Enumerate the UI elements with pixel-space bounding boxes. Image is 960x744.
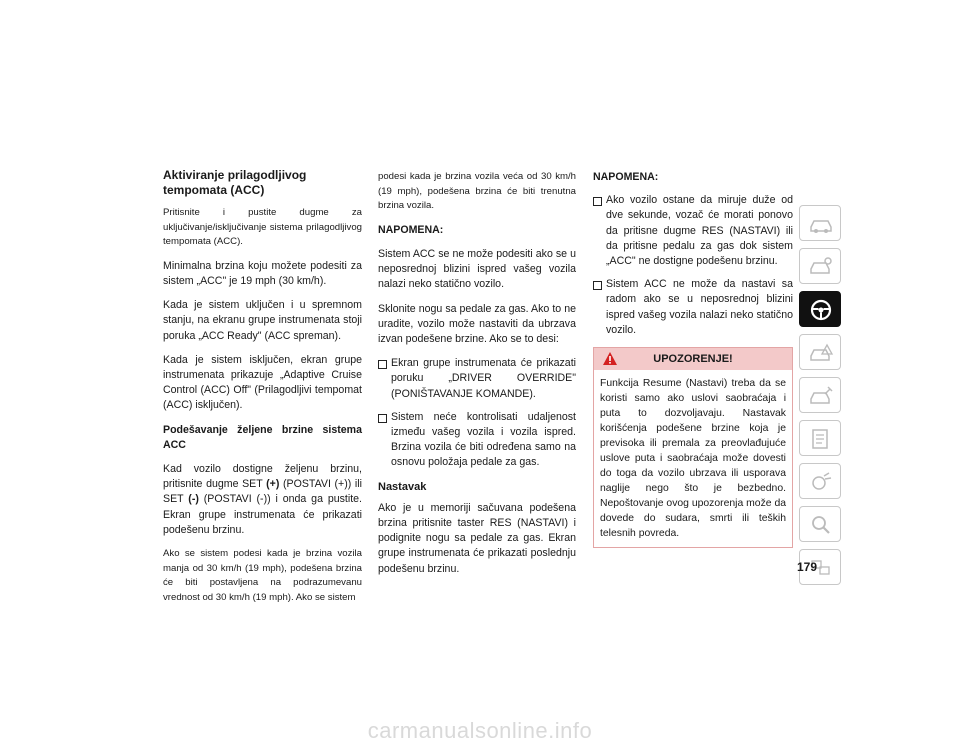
list-item [378, 410, 576, 471]
list-item [378, 356, 576, 402]
watermark: carmanualsonline.info [367, 718, 593, 743]
warning-title: UPOZORENJE! [653, 353, 733, 366]
square-bullet-icon [378, 360, 387, 369]
square-bullet-icon [378, 414, 387, 423]
bullet-list [593, 193, 793, 338]
list-item-text: Sistem ACC ne može da nastavi sa radom ako se u neposrednoj blizini ispred vašeg vozila nalazi neko statično vozilo. [606, 278, 793, 336]
paragraph: Minimalna brzina koju možete podesiti za sistem „ACC" je 19 mph (30 km/h). [163, 259, 362, 287]
paragraph: Pritisnite i pustite dugme za uključivanje/isključivanje sistema prilagodljivog tempomata (ACC). [163, 207, 362, 248]
tab-car-key[interactable] [799, 248, 841, 284]
warning-box [593, 347, 793, 548]
warning-header [594, 348, 792, 370]
paragraph: Kada je sistem isključen, ekran grupe instrumenata prikazuje „Adaptive Cruise Control (ACC) Off" (Prilagodljivi tempomat (ACC) isključen). [163, 353, 362, 412]
bullet-list [378, 356, 576, 470]
paragraph: podesi kada je brzina vozila veća od 30 km/h (19 mph), podešena brzina će biti trenutna brzina vozila. [378, 171, 576, 212]
paragraph: Ako je u memoriji sačuvana podešena brzina pritisnite taster RES (NASTAVI) i podignite nogu sa pedale za gas. Ekran grupe instrumenata će prikazati poslednju podešenu brzinu. [378, 501, 576, 575]
list-item-text: Ako vozilo ostane da miruje duže od dve sekunde, vozač će morati ponovo da pritisne dugme RES (NASTAVI) ili da pritisne pedalu za gas dok sistem „ACC" ne dostigne podešenu brzinu. [606, 194, 793, 268]
car-warning-icon [808, 341, 834, 365]
list-item-text: Ekran grupe instrumenata će prikazati poruku „DRIVER OVERRIDE" (PONIŠTAVANJE KOMANDE). [391, 357, 576, 400]
list-item [593, 193, 793, 269]
paragraph: Ako se sistem podesi kada je brzina vozila manja od 30 km/h (19 mph), podešena brzina će biti postavljena na podrazumevanu vrednost od 30 km/h (19 mph). Ako se sistem [163, 548, 362, 603]
square-bullet-icon [593, 281, 602, 290]
car-key-icon [808, 255, 834, 279]
note-heading: NAPOMENA: [378, 223, 444, 236]
note-text: Sistem ACC se ne može podesiti ako se u neposrednoj blizini ispred vašeg vozila nalazi neko statično vozilo. [378, 247, 576, 291]
paragraph [163, 462, 362, 538]
tab-car-warning[interactable] [799, 334, 841, 370]
steering-wheel-icon [808, 298, 834, 322]
text-run-bold: (+) [266, 478, 280, 491]
chapter-tabs [799, 205, 841, 592]
subheading: Podešavanje željene brzine sistema ACC [163, 423, 362, 451]
text-run-bold: (-) [188, 493, 199, 506]
column-left [163, 168, 362, 614]
list-item [593, 277, 793, 338]
warning-text: Funkcija Resume (Nastavi) treba da se koristi samo ako uslovi saobraćaja i puta to dozvoljavaju. Nastavak korišćenja podešene brzine koja je previsoka ili premala za preovlađujuće uslove puta i saobraćaja može dovesti do toga da vozilo ubrzava ili usporava naglije nego što je bezbedno. Nepoštovanje ovog upozorenja može da dovede do sudara, smrti ili teških telesnih povreda. [600, 378, 787, 540]
text-run: (POSTAVI (+)) ili SET [163, 478, 362, 506]
tab-maintenance[interactable] [799, 420, 841, 456]
text-run: (POSTAVI (-)) i onda ga pustite. Ekran grupe instrumenata će prikazati podešenu brzinu. [163, 493, 362, 536]
square-bullet-icon [593, 197, 602, 206]
paragraph: Kada je sistem uključen i u spremnom stanju, na ekranu grupe instrumenata stoji poruka „ACC Ready" (ACC spreman). [163, 299, 362, 342]
text-run: Kad vozilo dostigne željenu brzinu, pritisnite dugme SET [163, 463, 362, 491]
list-item-text: Sistem neće kontrolisati udaljenost između vašeg vozila i vozila ispred. Brzina vozila će biti određena samo na osnovu položaja pedale za gas. [391, 410, 576, 469]
tab-multimedia[interactable] [799, 463, 841, 499]
warning-triangle-icon [602, 351, 618, 374]
note-heading: NAPOMENA: [593, 171, 659, 183]
column-right [593, 170, 793, 548]
page-number: 179 [797, 560, 818, 574]
magnifier-icon [808, 513, 834, 537]
maintenance-list-icon [808, 427, 834, 451]
tab-steering[interactable] [799, 291, 841, 327]
tab-search[interactable] [799, 506, 841, 542]
car-service-icon [808, 384, 834, 408]
multimedia-icon [808, 470, 834, 494]
section-heading: Nastavak [378, 480, 427, 493]
tab-car-info[interactable] [799, 205, 841, 241]
car-info-icon [808, 212, 834, 236]
paragraph: Sklonite nogu sa pedale za gas. Ako to ne uradite, vozilo može nastaviti da ubrzava izvan podešene brzine. Ako se to desi: [378, 302, 576, 345]
column-middle [378, 170, 576, 586]
section-heading: Aktiviranje prilagodljivog tempomata (ACC) [163, 168, 307, 197]
tab-car-service[interactable] [799, 377, 841, 413]
